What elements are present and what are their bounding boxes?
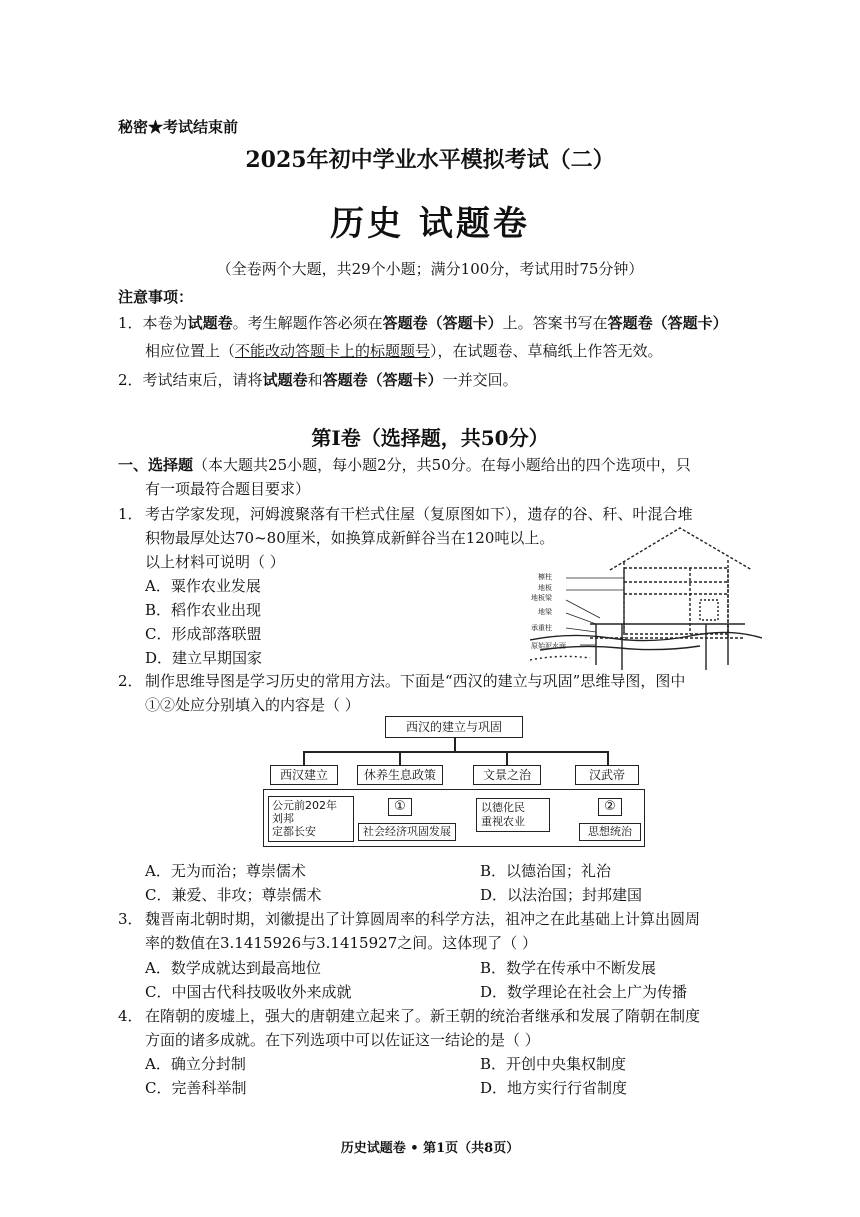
figure-label-bearing-post: 承重柱 bbox=[531, 624, 552, 632]
mindmap-branch-wudi: 汉武帝 bbox=[575, 765, 639, 785]
question-4-option-a: A．确立分封制 bbox=[145, 1055, 246, 1073]
mindmap-leaf-ideology: 思想统治 bbox=[579, 823, 641, 841]
confidential-mark: 秘密★考试结束前 bbox=[118, 118, 239, 136]
notice-item-1-line-2 bbox=[145, 340, 663, 361]
notice-item-2-num: 2． bbox=[118, 371, 143, 389]
question-1-stem-line-3: 以上材料可说明（ ） bbox=[145, 553, 285, 571]
notice-bold: 答题卷（答题卡） bbox=[322, 371, 443, 389]
notice-text: 上。答案书写在 bbox=[502, 314, 608, 332]
notice-text: 和 bbox=[307, 371, 323, 389]
notice-bold: 试题卷 bbox=[262, 371, 308, 389]
leaf-line: 定都长安 bbox=[272, 825, 316, 838]
notice-text: 。考生解题作答必须在 bbox=[232, 314, 383, 332]
question-3-option-a: A．数学成就达到最高地位 bbox=[145, 959, 321, 977]
subject-title: 历史 试题卷 bbox=[330, 204, 530, 244]
notice-bold: 答题卷（答题卡） bbox=[382, 314, 503, 332]
part-instruction-line-2: 有一项最符合题目要求） bbox=[145, 480, 311, 498]
question-3-stem-line-1: 魏晋南北朝时期，刘徽提出了计算圆周率的科学方法，祖冲之在此基础上计算出圆周 bbox=[145, 910, 701, 928]
notice-item-2 bbox=[118, 369, 518, 390]
mindmap-branch-founding: 西汉建立 bbox=[270, 765, 338, 785]
question-1-option-b: B．稻作农业出现 bbox=[145, 601, 262, 619]
page-footer: 历史试题卷 • 第1页（共8页） bbox=[340, 1141, 520, 1156]
question-2-number: 2． bbox=[118, 672, 143, 690]
question-2-stem-line-1: 制作思维导图是学习历史的常用方法。下面是“西汉的建立与巩固”思维导图，图中 bbox=[145, 672, 686, 690]
mindmap-root: 西汉的建立与巩固 bbox=[385, 716, 523, 738]
section-title: 第Ⅰ卷（选择题，共50分） bbox=[311, 426, 549, 450]
question-2-option-a: A．无为而治；尊崇儒术 bbox=[145, 862, 306, 880]
part-label: 选择题 bbox=[148, 456, 194, 474]
notice-underlined: 不能改动答题卡上的标题题号 bbox=[235, 342, 431, 360]
question-3-option-b: B．数学在传承中不断发展 bbox=[480, 959, 657, 977]
notice-text: ），在试题卷、草稿纸上作答无效。 bbox=[430, 342, 663, 360]
figure-label-floor-beam: 地板梁 bbox=[531, 594, 552, 602]
part-heading bbox=[118, 454, 691, 475]
mindmap-connector bbox=[303, 751, 607, 753]
question-2-option-c: C．兼爱、非攻；尊崇儒术 bbox=[145, 886, 322, 904]
question-2-stem-line-2: ①②处应分别填入的内容是（ ） bbox=[145, 696, 360, 714]
notice-item-1-num: 1． bbox=[118, 314, 143, 332]
question-1-option-a: A．粟作农业发展 bbox=[145, 577, 261, 595]
figure-label-floor: 地板 bbox=[538, 584, 552, 592]
question-2-option-d: D．以法治国；封邦建国 bbox=[480, 886, 643, 904]
stilt-house-figure bbox=[530, 520, 762, 680]
notice-item-1 bbox=[118, 312, 728, 333]
leaf-line: 以德化民 bbox=[481, 801, 525, 814]
figure-label-ground-beam: 地梁 bbox=[538, 608, 552, 616]
question-1-stem-line-2: 积物最厚处达70~80厘米，如换算成新鲜谷当在120吨以上。 bbox=[145, 529, 555, 547]
question-4-option-d: D．地方实行行省制度 bbox=[480, 1079, 628, 1097]
question-4-option-b: B．开创中央集权制度 bbox=[480, 1055, 627, 1073]
notice-bold: 试题卷 bbox=[187, 314, 233, 332]
mindmap-leaf-economy: 社会经济巩固发展 bbox=[358, 823, 456, 841]
notice-text: 考试结束后，请将 bbox=[142, 371, 263, 389]
part-instruction: （本大题共25小题，每小题2分，共50分。在每小题给出的四个选项中，只 bbox=[193, 456, 691, 474]
leaf-line: 重视农业 bbox=[481, 815, 525, 828]
mindmap-branch-recuperation: 休养生息政策 bbox=[357, 765, 443, 785]
mindmap-connector bbox=[607, 751, 609, 765]
leaf-line: 公元前202年 bbox=[272, 799, 337, 812]
figure-label-mud-surface: 原始泥水面 bbox=[531, 642, 566, 650]
question-3-option-d: D．数学理论在社会上广为传播 bbox=[480, 983, 688, 1001]
notice-text: 相应位置上（ bbox=[145, 342, 236, 360]
question-1-option-c: C．形成部落联盟 bbox=[145, 625, 262, 643]
question-4-stem-line-1: 在隋朝的废墟上，强大的唐朝建立起来了。新王朝的统治者继承和发展了隋朝在制度 bbox=[145, 1007, 701, 1025]
mindmap-connector bbox=[506, 751, 508, 765]
notice-heading: 注意事项： bbox=[118, 288, 194, 306]
notice-text: 本卷为 bbox=[142, 314, 188, 332]
notice-bold: 答题卷（答题卡） bbox=[607, 314, 728, 332]
mindmap-connector bbox=[399, 751, 401, 765]
mindmap-blank-2: ② bbox=[598, 798, 622, 816]
question-4-option-c: C．完善科举制 bbox=[145, 1079, 247, 1097]
mindmap-connector bbox=[454, 738, 456, 752]
question-2-option-b: B．以德治国；礼治 bbox=[480, 862, 612, 880]
question-4-number: 4． bbox=[118, 1007, 143, 1025]
question-4-stem-line-2: 方面的诸多成就。在下列选项中可以佐证这一结论的是（ ） bbox=[145, 1031, 540, 1049]
exam-description: （全卷两个大题，共29个小题；满分100分，考试用时75分钟） bbox=[216, 260, 644, 278]
mindmap-branch-wenjing: 文景之治 bbox=[473, 765, 541, 785]
question-1-option-d: D．建立早期国家 bbox=[145, 649, 263, 667]
question-3-stem-line-2: 率的数值在3.1415926与3.1415927之间。这体现了（ ） bbox=[145, 934, 538, 952]
question-1-number: 1． bbox=[118, 505, 143, 523]
question-3-option-c: C．中国古代科技吸收外来成就 bbox=[145, 983, 352, 1001]
mindmap-leaf-founding bbox=[268, 796, 354, 842]
question-3-number: 3． bbox=[118, 910, 143, 928]
mindmap-connector bbox=[303, 751, 305, 765]
exam-title: 2025年初中学业水平模拟考试（二） bbox=[245, 147, 615, 173]
notice-text: 一并交回。 bbox=[442, 371, 518, 389]
mindmap-leaf-wenjing bbox=[476, 798, 550, 832]
figure-label-purlin-post: 檩柱 bbox=[538, 573, 552, 581]
leaf-line: 刘邦 bbox=[272, 812, 294, 825]
question-1-stem-line-1: 考古学家发现，河姆渡聚落有干栏式住屋（复原图如下），遗存的谷、秆、叶混合堆 bbox=[145, 505, 693, 523]
mindmap-blank-1: ① bbox=[388, 798, 412, 816]
part-num: 一、 bbox=[118, 456, 149, 474]
